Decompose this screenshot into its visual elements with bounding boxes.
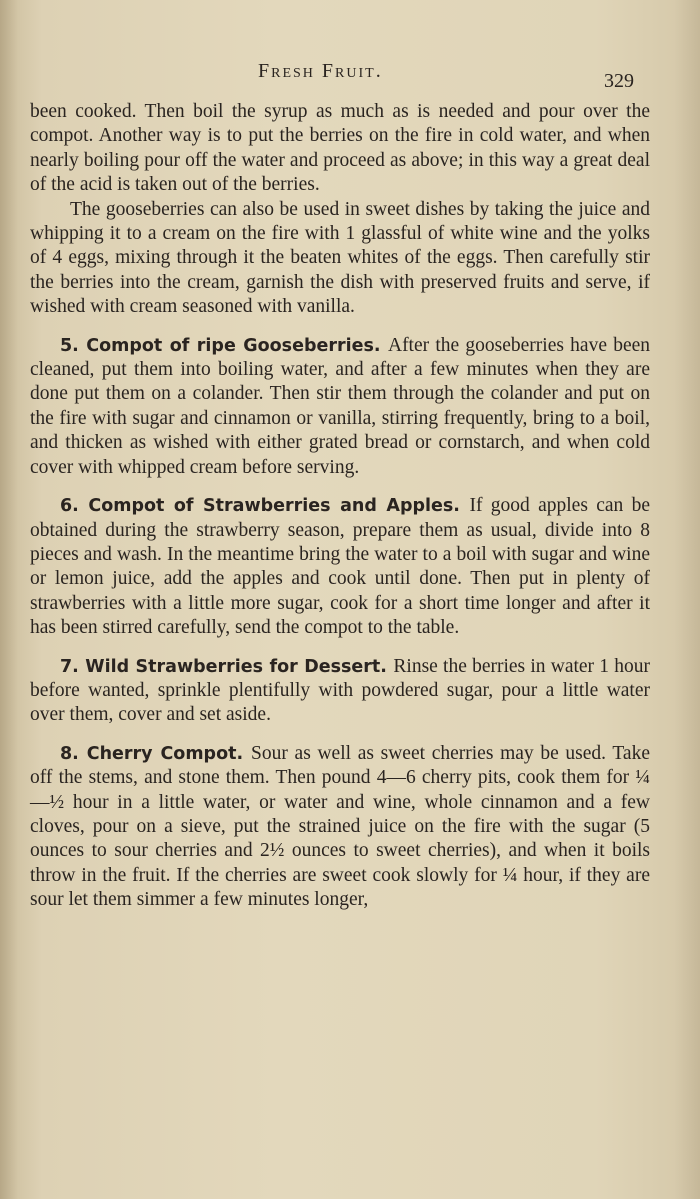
recipe-8-title: 8. Cherry Compot. (60, 743, 252, 764)
recipe-5-title: 5. Compot of ripe Gooseberries. (60, 335, 388, 356)
page-edge-shadow (674, 0, 700, 1199)
recipe-6-text: If good apples can be obtained during the strawberry season, prepare them as usual, divide into 8 pieces and wash. In the meantime bring the water to a boil with sugar and wine or lemon juice, add the apples and cook until done. Then put in plenty of strawberries with a little more sugar, cook for a short time longer and after it has been stirred carefully, send the compot to the table. (30, 495, 650, 639)
page-body (30, 100, 650, 913)
recipe-6 (30, 494, 650, 640)
recipe-7-title: 7. Wild Strawberries for Dessert. (60, 656, 394, 677)
running-head: Fresh Fruit. (258, 60, 383, 82)
page-gutter-shadow (0, 0, 18, 1199)
recipe-7 (30, 655, 650, 728)
recipe-8 (30, 742, 650, 913)
gooseberry-cream-paragraph: The gooseberries can also be used in sweet dishes by taking the juice and whipping it to a cream on the fire with 1 glassful of white wine and the yolks of 4 eggs, mixing through it the beaten whites of the eggs. Then carefully stir the berries into the cream, garnish the dish with preserved fruits and serve, if wished with cream seasoned with vanilla. (30, 198, 650, 318)
recipe-5-text: After the gooseberries have been cleaned, put them into boiling water, and after a few minutes when they are done put them on a colander. Then stir them through the colander and put on the fire with sugar and cinnamon or vanilla, stirring frequently, bring to a boil, and thicken as wished with either grated bread or cornstarch, and when cold cover with whipped cream before serving. (30, 334, 650, 478)
page-number: 329 (604, 70, 634, 92)
recipe-6-title: 6. Compot of Strawberries and Apples. (60, 496, 470, 517)
recipe-8-text: Sour as well as sweet cherries may be used. Take off the stems, and stone them. Then pound 4—6 cherry pits, cook them for ¼—½ hour in a little water, or water and wine, whole cinnamon and a few cloves, pour on a sieve, put the strained juice on the fire with the sugar (5 ounces to sour cherries and 2½ ounces to sweet cherries), and when it boils throw in the fruit. If the cherries are sweet cook slowly for ¼ hour, if they are sour let them simmer a few minutes longer, (30, 742, 650, 911)
continued-paragraph: been cooked. Then boil the syrup as much as is needed and pour over the compot. Another way is to put the berries on the fire in cold water, and when nearly boiling pour off the water and proceed as above; in this way a great deal of the acid is taken out of the berries. (30, 101, 650, 196)
recipe-5 (30, 334, 650, 480)
recipe-7-text: Rinse the berries in water 1 hour before wanted, sprinkle plentifully with powdered sugar, pour a little water over them, cover and set aside. (30, 655, 650, 726)
page-header (0, 58, 700, 92)
